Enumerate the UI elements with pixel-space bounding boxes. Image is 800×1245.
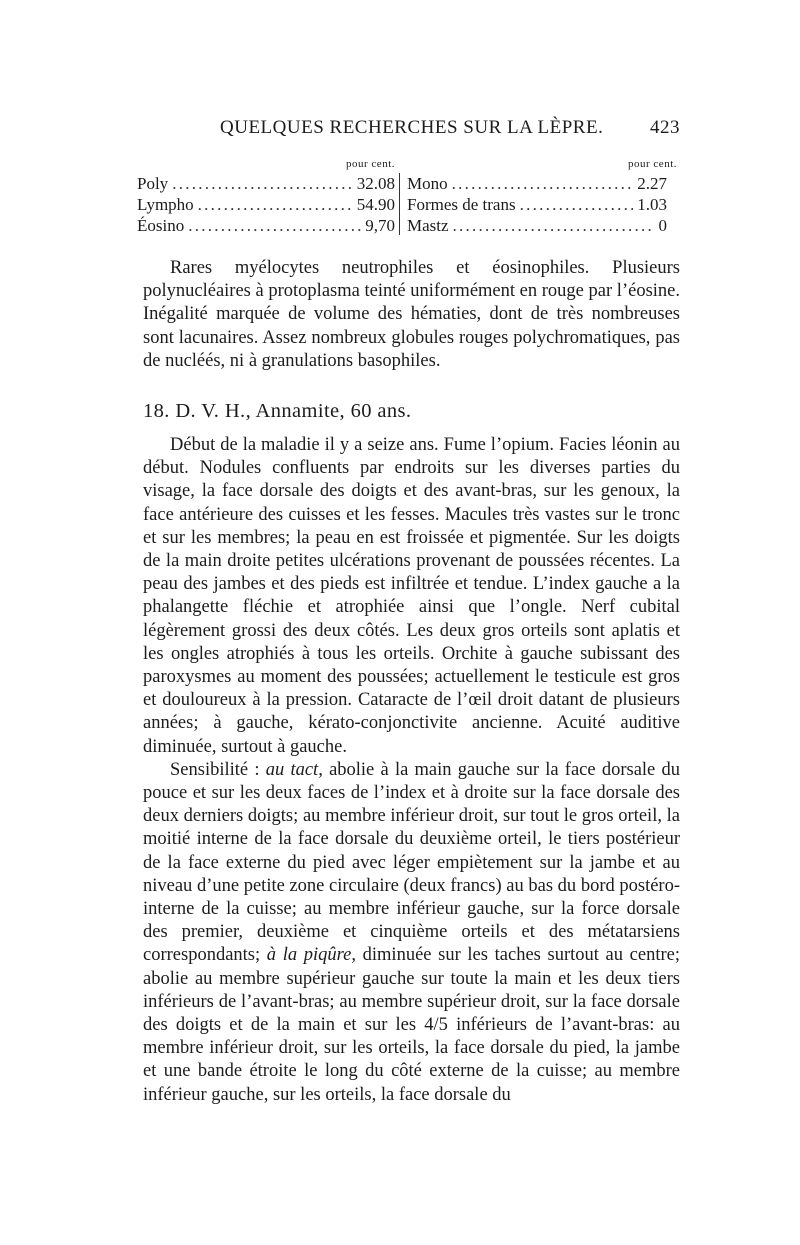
sensibility-paragraph	[143, 759, 680, 1107]
count-label: Éosino	[137, 216, 185, 235]
unit-label: pour cent.	[628, 158, 677, 170]
count-label: Mastz	[407, 216, 449, 235]
case-description	[143, 434, 680, 1107]
running-head	[140, 117, 680, 143]
running-title: QUELQUES RECHERCHES SUR LA LÈPRE.	[220, 117, 604, 138]
paragraph-text: Rares myélocytes neutrophiles et éosinophiles. Plusieurs polynucléaires à protoplasma teinté uniformément en rouge par l’éosine. Inégalité marquée de volume des hématies, dont de très nombreuses sont lacunaires. Assez nombreux globules rouges polychromatiques, pas de nucléés, ni à granulations basophiles.	[143, 258, 680, 371]
history-paragraph: Début de la maladie il y a seize ans. Fume l’opium. Facies léonin au début. Nodules confluents par endroits sur les diverses parties du visage, la face dorsale des doigts et des avant-bras, sur les genoux, la face antérieure des cuisses et les fesses. Macules très vastes sur le tronc et sur les membres; la peau en est froissée et pigmentée. Sur les doigts de la main droite petites ulcérations provenant de poussées récentes. La peau des jambes et des pieds est infiltrée et tendue. L’index gauche a la phalangette fléchie et atrophiée ainsi que l’ongle. Nerf cubital légèrement grossi des deux côtés. Les deux gros orteils sont aplatis et les ongles atrophiés à tous les orteils. Orchite à gauche subissant des paroxysmes au moment des poussées; actuellement le testicule est gros et douloureux à la pression. Cataracte de l’œil droit datant de plusieurs années; à gauche, kérato-conjonctivite ancienne. Acuité auditive diminuée, surtout à gauche.	[143, 435, 680, 757]
page-number: 423	[650, 117, 680, 138]
count-label: Lympho	[137, 195, 194, 214]
sensibility-text-b: diminuée sur les taches surtout au centre; abolie au membre supérieur gauche sur toute la main et les deux tiers inférieurs de l’avant-bras; au membre supérieur droit, sur la face dorsale des doigts et de la main et sur les 4/5 inférieurs de l’avant-bras: au membre inférieur droit, sur les orteils, la face dorsale du pied, la jambe et une bande étroite le long du côté externe de la cuisse; au membre inférieur gauche, sur les orteils, la face dorsale du	[143, 945, 680, 1105]
blood-smear-paragraph	[143, 257, 680, 373]
dot-leader	[188, 215, 361, 236]
blood-count-left-column	[137, 155, 395, 236]
blood-count-table	[137, 155, 677, 235]
count-label: Poly	[137, 174, 169, 193]
count-value: 32.08	[356, 174, 395, 193]
piqure-label: à la piqûre,	[266, 945, 356, 966]
count-row	[407, 194, 677, 215]
sensibility-lead: Sensibilité :	[170, 759, 266, 780]
count-value: 0	[658, 216, 667, 235]
count-value: 1.03	[637, 195, 667, 214]
count-label: Formes de trans	[407, 195, 516, 214]
count-row	[407, 215, 677, 236]
count-value: 9,70	[365, 216, 395, 235]
count-row	[137, 173, 395, 194]
blood-count-right-column	[407, 155, 677, 236]
count-row	[137, 215, 395, 236]
count-row	[137, 194, 395, 215]
tact-label: au tact,	[265, 759, 323, 780]
unit-label: pour cent.	[346, 158, 395, 170]
case-heading: 18. D. V. H., Annamite, 60 ans.	[143, 400, 412, 422]
dot-leader	[198, 194, 353, 215]
count-value: 54.90	[356, 195, 395, 214]
sensibility-text-a: abolie à la main gauche sur la face dorsale du pouce et sur les deux faces de l’index et à droite sur la face dorsale des deux derniers doigts; au membre inférieur droit, sur tout le gros orteil, la moitié interne de la face dorsale du deuxième orteil, le tiers postérieur de la face externe du pied avec léger empiètement sur la jambe et au niveau d’une petite zone circulaire (deux francs) au bas du bord postéro-interne de la cuisse; au membre inférieur gauche, sur la force dorsale des premier, deuxième et cinquième orteils et des métatarsiens correspondants;	[143, 759, 680, 966]
count-label: Mono	[407, 174, 448, 193]
column-divider	[399, 173, 400, 235]
dot-leader	[172, 173, 353, 194]
count-value: 2.27	[637, 174, 667, 193]
dot-leader	[453, 215, 655, 236]
count-row	[407, 173, 677, 194]
dot-leader	[520, 194, 634, 215]
dot-leader	[452, 173, 634, 194]
